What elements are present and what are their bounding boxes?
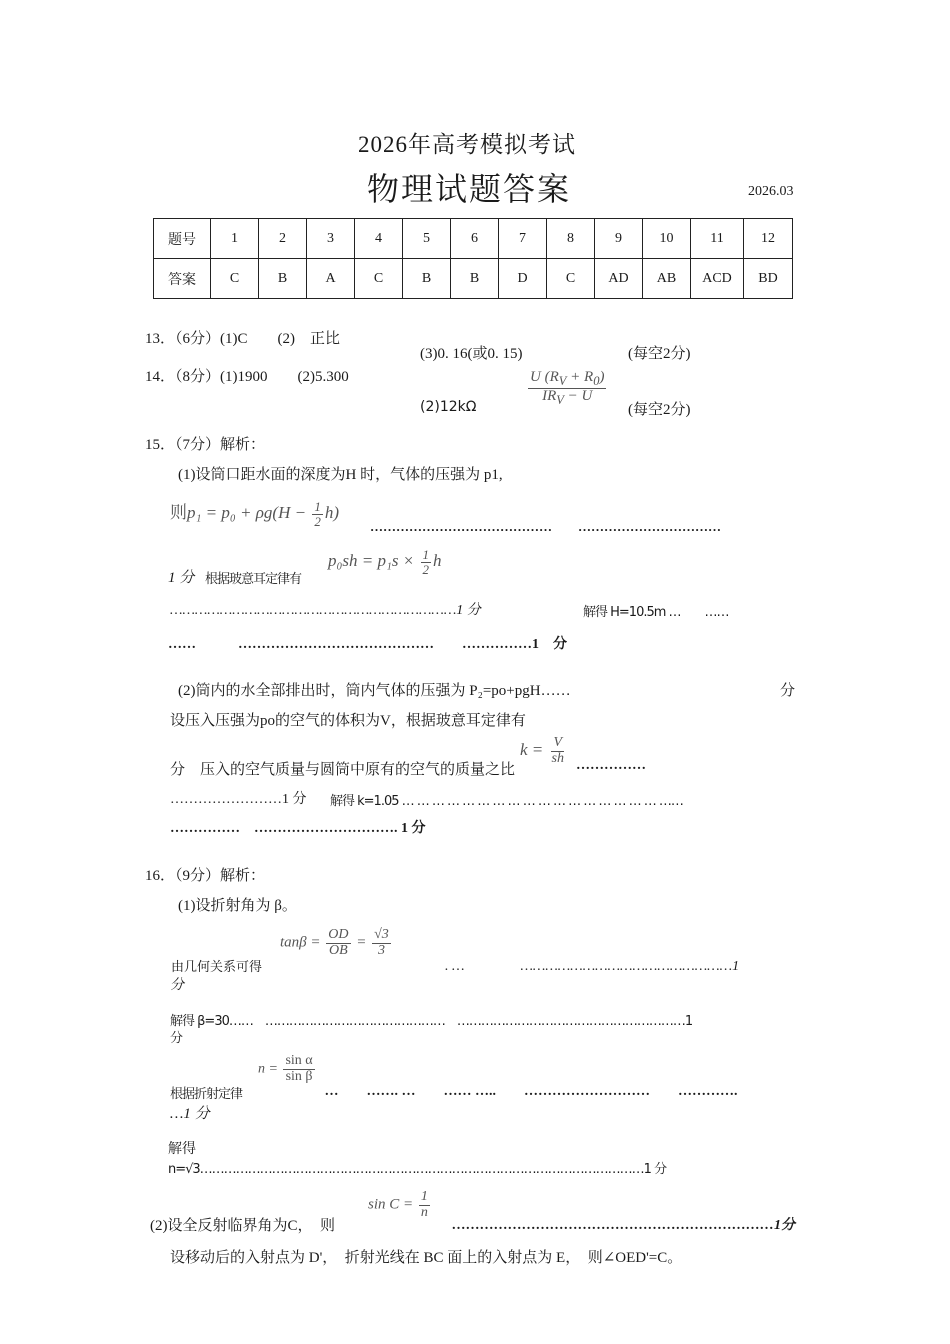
formula-text: h) — [324, 503, 340, 522]
q16-p1: (1)设折射角为 β。 — [178, 898, 297, 914]
q15-line-b: …… …………………………………… ……………1 分 — [168, 637, 567, 652]
q15-p4: 分 压入的空气质量与圆筒中原有的空气的质量之比 — [170, 762, 516, 778]
table-cell: BD — [744, 259, 793, 299]
q15-p2-score: 分 — [780, 683, 796, 699]
q15-solve1: 解得 H=10.5m … …… — [583, 605, 729, 620]
formula-den: 3 — [377, 942, 385, 958]
q16-title: 16．（9分）解析： — [145, 868, 266, 884]
formula-text: U (R — [530, 369, 559, 385]
q15-eq2 — [328, 548, 442, 576]
q15-p3: 设压入压强为po的空气的体积为V，根据玻意耳定律有 — [170, 713, 526, 729]
table-cell: 9 — [595, 219, 643, 259]
formula-num: 1 — [422, 547, 429, 562]
table-cell: 3 — [307, 219, 355, 259]
q14-line2: (2)12kΩ — [420, 399, 477, 415]
q16-p3: 设移动后的入射点为 D'， 折射光线在 BC 面上的入射点为 E， 则∠OED'=C。 — [170, 1250, 683, 1266]
table-cell: AB — [643, 259, 691, 299]
q16-snell-dots: … ……. … …… ….. ……………………… …………. — [325, 1084, 738, 1099]
formula-text: sin C = — [368, 1196, 417, 1213]
table-cell: B — [451, 259, 499, 299]
table-cell: 8 — [547, 219, 595, 259]
q16-solve-beta: 解得 β=30…… ……………………………………… …………………………………………………1 — [170, 1014, 693, 1029]
q13-line1: 13．（6分）(1)C (2) 正比 — [145, 331, 340, 347]
q14-line1: 14．（8分）(1)1900 (2)5.300 — [145, 369, 349, 385]
formula-sub: 0 — [593, 374, 600, 388]
exam-title: 2026年高考模拟考试 — [358, 132, 576, 157]
table-cell: B — [259, 259, 307, 299]
table-cell: 6 — [451, 219, 499, 259]
table-row-answers — [154, 259, 793, 299]
exam-date: 2026.03 — [748, 184, 794, 199]
q13-line2: (3)0. 16(或0. 15) — [420, 346, 523, 362]
q15-p2: (2)筒内的水全部排出时，筒内气体的压强为 P₂=po+pgH…… — [178, 683, 571, 699]
formula-num: sin α — [285, 1053, 313, 1068]
formula-text: p₁ = p₀ + ρg(H − — [187, 503, 311, 522]
table-cell: C — [355, 259, 403, 299]
q16-sinc-formula — [368, 1190, 432, 1220]
q14-score-note: (每空2分) — [628, 402, 691, 418]
formula-den: 2 — [314, 513, 321, 529]
q16-geo: 由几何关系可得 — [171, 960, 263, 975]
table-cell: 5 — [403, 219, 451, 259]
table-cell: AD — [595, 259, 643, 299]
q16-fen2: 分 — [170, 1031, 184, 1046]
subject-title: 物理试题答案 — [367, 171, 572, 207]
table-cell: 10 — [643, 219, 691, 259]
table-cell: A — [307, 259, 355, 299]
q15-score1: 1 分 — [168, 570, 195, 586]
q15-line-d: …………… …………………………. 1 分 — [170, 821, 426, 836]
q15-boyle: 根据玻意耳定律有 — [205, 572, 302, 587]
table-row-label: 答案 — [154, 259, 211, 299]
table-cell: B — [403, 259, 451, 299]
q16-tan-formula — [280, 928, 393, 958]
q16-fen1: 分 — [170, 978, 184, 993]
table-cell: 7 — [499, 219, 547, 259]
q15-line-a: ……………………………………………………………1 分 — [170, 603, 481, 618]
formula-den: sh — [551, 750, 564, 766]
q14-formula — [526, 370, 608, 407]
q13-score-note: (每空2分) — [628, 346, 691, 362]
formula-text: n = — [258, 1061, 282, 1077]
formula-text: 则 — [170, 503, 187, 522]
formula-text: h — [433, 551, 442, 571]
formula-num: V — [553, 735, 563, 750]
q16-p2: (2)设全反射临界角为C， 则 — [150, 1218, 335, 1234]
formula-den: OB — [329, 942, 348, 958]
q16-n-value: n=√3…………………………………………………………………………………………………1 分 — [168, 1162, 667, 1177]
q15-solve2: 解得 k=1.05 … … … … … … … … … … … … … … … … … …… — [330, 794, 683, 809]
formula-num: 1 — [314, 498, 321, 514]
q16-solve-n: 解得 — [168, 1141, 196, 1157]
formula-text: p₀sh = p₁s × — [328, 551, 419, 571]
q16-n-formula — [258, 1054, 317, 1084]
formula-num: OD — [328, 927, 349, 942]
table-cell: 1 — [211, 219, 259, 259]
formula-text: IR — [542, 388, 557, 405]
formula-num: √3 — [374, 927, 389, 942]
formula-text: k = — [520, 740, 548, 760]
formula-text: − U — [563, 388, 593, 405]
q15-dots1: …………………………………… …………………………… — [370, 519, 722, 534]
formula-sub: V — [558, 374, 567, 388]
table-cell: 4 — [355, 219, 403, 259]
q15-k-formula — [520, 736, 568, 766]
table-row-label: 题号 — [154, 219, 211, 259]
formula-text: + R — [566, 369, 594, 385]
formula-sub: V — [556, 393, 564, 408]
table-cell: D — [499, 259, 547, 299]
table-cell: 11 — [691, 219, 744, 259]
table-row-numbers — [154, 219, 793, 259]
q15-line-c: ……………………1 分 — [170, 792, 307, 807]
table-cell: 2 — [259, 219, 307, 259]
formula-text: tanβ = — [280, 934, 325, 951]
table-cell: ACD — [691, 259, 744, 299]
q16-geo-dots: . … ……………………………………………1 — [445, 959, 740, 974]
formula-den: 2 — [422, 561, 429, 577]
q15-p1: (1)设筒口距水面的深度为H 时，气体的压强为 p1, — [178, 467, 503, 483]
formula-text: = — [352, 934, 371, 951]
formula-den: n — [420, 1204, 428, 1220]
formula-num: 1 — [420, 1189, 428, 1204]
formula-den: sin β — [285, 1068, 313, 1084]
q16-snell: 根据折射定律 — [170, 1087, 243, 1102]
formula-text: ) — [599, 369, 605, 385]
answer-table — [153, 218, 793, 299]
table-cell: 12 — [744, 219, 793, 259]
q15-title: 15．（7分）解析： — [145, 437, 266, 453]
q15-dots4: …………… — [576, 758, 646, 773]
table-cell: C — [547, 259, 595, 299]
q16-p2-dots: ……………………………………………………………1分 — [452, 1218, 795, 1233]
table-cell: C — [211, 259, 259, 299]
q16-snell-score: …1 分 — [170, 1106, 210, 1122]
q15-eq1 — [170, 498, 339, 528]
